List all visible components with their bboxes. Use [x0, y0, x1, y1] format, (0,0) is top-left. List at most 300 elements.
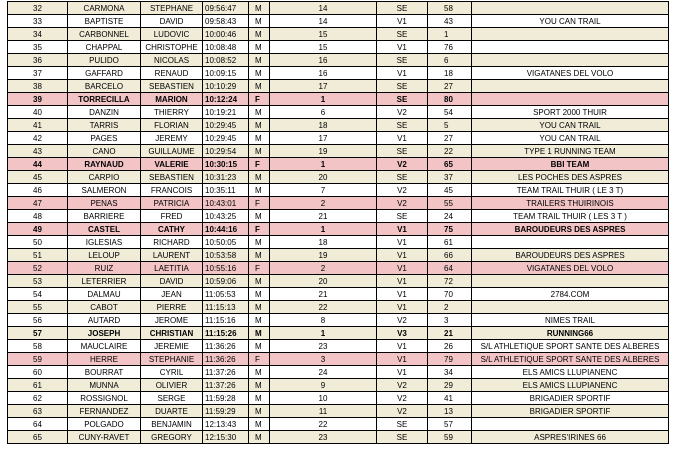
category-cell: V1: [377, 275, 428, 288]
category-cell: V1: [377, 236, 428, 249]
table-row: [8, 54, 669, 67]
rank-cell: 64: [8, 418, 68, 431]
category-cell: SE: [377, 171, 428, 184]
category-cell: V2: [377, 392, 428, 405]
table-row: [8, 275, 669, 288]
first-name-cell: BENJAMIN: [141, 418, 203, 431]
club-cell: [472, 41, 669, 54]
time-cell: 09:56:47: [203, 2, 249, 15]
rank-cell: 52: [8, 262, 68, 275]
category-rank-cell: 21: [428, 327, 472, 340]
table-row: [8, 93, 669, 106]
category-rank-cell: 29: [428, 379, 472, 392]
first-name-cell: SERGE: [141, 392, 203, 405]
club-cell: LES POCHES DES ASPRES: [472, 171, 669, 184]
club-cell: [472, 418, 669, 431]
club-cell: [472, 301, 669, 314]
club-cell: YOU CAN TRAIL: [472, 132, 669, 145]
rank-cell: 57: [8, 327, 68, 340]
club-cell: YOU CAN TRAIL: [472, 119, 669, 132]
last-name-cell: HERRE: [68, 353, 141, 366]
category-rank-cell: 75: [428, 223, 472, 236]
sex-rank-cell: 7: [270, 184, 377, 197]
category-cell: V1: [377, 301, 428, 314]
sex-rank-cell: 9: [270, 379, 377, 392]
time-cell: 11:59:29: [203, 405, 249, 418]
sex-cell: M: [249, 431, 270, 444]
table-row: [8, 327, 669, 340]
sex-rank-cell: 24: [270, 366, 377, 379]
category-rank-cell: 34: [428, 366, 472, 379]
last-name-cell: MUNNA: [68, 379, 141, 392]
time-cell: 10:30:15: [203, 158, 249, 171]
first-name-cell: LUDOVIC: [141, 28, 203, 41]
table-row: [8, 314, 669, 327]
time-cell: 12:15:30: [203, 431, 249, 444]
first-name-cell: MARION: [141, 93, 203, 106]
category-cell: V3: [377, 327, 428, 340]
club-cell: BRIGADIER SPORTIF: [472, 392, 669, 405]
last-name-cell: JOSEPH: [68, 327, 141, 340]
first-name-cell: DAVID: [141, 15, 203, 28]
sex-rank-cell: 1: [270, 158, 377, 171]
last-name-cell: BOURRAT: [68, 366, 141, 379]
last-name-cell: GAFFARD: [68, 67, 141, 80]
category-rank-cell: 58: [428, 2, 472, 15]
rank-cell: 40: [8, 106, 68, 119]
category-cell: SE: [377, 93, 428, 106]
category-rank-cell: 5: [428, 119, 472, 132]
category-cell: V1: [377, 249, 428, 262]
first-name-cell: PATRICIA: [141, 197, 203, 210]
club-cell: RUNNING66: [472, 327, 669, 340]
first-name-cell: SEBASTIEN: [141, 171, 203, 184]
last-name-cell: CARPIO: [68, 171, 141, 184]
sex-cell: M: [249, 418, 270, 431]
sex-cell: F: [249, 353, 270, 366]
category-rank-cell: 24: [428, 210, 472, 223]
table-row: [8, 158, 669, 171]
category-rank-cell: 80: [428, 93, 472, 106]
table-row: [8, 80, 669, 93]
rank-cell: 36: [8, 54, 68, 67]
category-rank-cell: 26: [428, 340, 472, 353]
results-table-body: [8, 2, 669, 444]
last-name-cell: PULIDO: [68, 54, 141, 67]
category-rank-cell: 59: [428, 431, 472, 444]
table-row: [8, 301, 669, 314]
first-name-cell: THIERRY: [141, 106, 203, 119]
first-name-cell: OLIVIER: [141, 379, 203, 392]
rank-cell: 47: [8, 197, 68, 210]
category-cell: SE: [377, 2, 428, 15]
category-cell: V1: [377, 15, 428, 28]
sex-cell: M: [249, 288, 270, 301]
sex-cell: F: [249, 223, 270, 236]
category-cell: V2: [377, 158, 428, 171]
rank-cell: 38: [8, 80, 68, 93]
category-rank-cell: 66: [428, 249, 472, 262]
club-cell: [472, 236, 669, 249]
time-cell: 11:37:26: [203, 366, 249, 379]
club-cell: [472, 80, 669, 93]
last-name-cell: CARBONNEL: [68, 28, 141, 41]
first-name-cell: CHRISTOPHE: [141, 41, 203, 54]
sex-cell: M: [249, 145, 270, 158]
table-row: [8, 171, 669, 184]
last-name-cell: PENAS: [68, 197, 141, 210]
last-name-cell: POLGADO: [68, 418, 141, 431]
sex-rank-cell: 18: [270, 119, 377, 132]
rank-cell: 58: [8, 340, 68, 353]
time-cell: 10:08:48: [203, 41, 249, 54]
rank-cell: 44: [8, 158, 68, 171]
last-name-cell: BARCELO: [68, 80, 141, 93]
last-name-cell: TARRIS: [68, 119, 141, 132]
category-rank-cell: 18: [428, 67, 472, 80]
category-cell: V2: [377, 314, 428, 327]
category-cell: V1: [377, 67, 428, 80]
table-row: [8, 366, 669, 379]
category-cell: V2: [377, 197, 428, 210]
category-cell: SE: [377, 145, 428, 158]
category-cell: V2: [377, 405, 428, 418]
last-name-cell: FERNANDEZ: [68, 405, 141, 418]
time-cell: 10:55:16: [203, 262, 249, 275]
table-row: [8, 28, 669, 41]
sex-rank-cell: 19: [270, 249, 377, 262]
category-rank-cell: 27: [428, 80, 472, 93]
last-name-cell: CHAPPAL: [68, 41, 141, 54]
sex-rank-cell: 21: [270, 288, 377, 301]
first-name-cell: GUILLAUME: [141, 145, 203, 158]
category-rank-cell: 45: [428, 184, 472, 197]
category-cell: SE: [377, 210, 428, 223]
sex-cell: M: [249, 171, 270, 184]
sex-rank-cell: 16: [270, 54, 377, 67]
last-name-cell: DANZIN: [68, 106, 141, 119]
sex-rank-cell: 22: [270, 301, 377, 314]
sex-rank-cell: 20: [270, 171, 377, 184]
rank-cell: 32: [8, 2, 68, 15]
first-name-cell: FRED: [141, 210, 203, 223]
category-rank-cell: 55: [428, 197, 472, 210]
category-cell: V2: [377, 184, 428, 197]
category-rank-cell: 1: [428, 28, 472, 41]
last-name-cell: CANO: [68, 145, 141, 158]
last-name-cell: RUIZ: [68, 262, 141, 275]
time-cell: 10:43:25: [203, 210, 249, 223]
category-rank-cell: 27: [428, 132, 472, 145]
category-cell: SE: [377, 431, 428, 444]
category-cell: SE: [377, 28, 428, 41]
sex-rank-cell: 15: [270, 28, 377, 41]
category-rank-cell: 3: [428, 314, 472, 327]
category-rank-cell: 13: [428, 405, 472, 418]
first-name-cell: DUARTE: [141, 405, 203, 418]
last-name-cell: RAYNAUD: [68, 158, 141, 171]
category-cell: V1: [377, 366, 428, 379]
time-cell: 11:37:26: [203, 379, 249, 392]
club-cell: NIMES TRAIL: [472, 314, 669, 327]
category-rank-cell: 2: [428, 301, 472, 314]
sex-cell: M: [249, 119, 270, 132]
first-name-cell: VALERIE: [141, 158, 203, 171]
club-cell: [472, 54, 669, 67]
category-rank-cell: 22: [428, 145, 472, 158]
category-cell: V1: [377, 41, 428, 54]
first-name-cell: JEREMY: [141, 132, 203, 145]
sex-cell: M: [249, 54, 270, 67]
table-row: [8, 106, 669, 119]
table-row: [8, 418, 669, 431]
sex-cell: M: [249, 249, 270, 262]
sex-cell: M: [249, 41, 270, 54]
category-rank-cell: 61: [428, 236, 472, 249]
time-cell: 10:12:24: [203, 93, 249, 106]
category-cell: V2: [377, 379, 428, 392]
rank-cell: 37: [8, 67, 68, 80]
sex-rank-cell: 14: [270, 15, 377, 28]
category-rank-cell: 76: [428, 41, 472, 54]
sex-cell: M: [249, 275, 270, 288]
table-row: [8, 67, 669, 80]
rank-cell: 33: [8, 15, 68, 28]
last-name-cell: BAPTISTE: [68, 15, 141, 28]
rank-cell: 63: [8, 405, 68, 418]
category-rank-cell: 6: [428, 54, 472, 67]
category-rank-cell: 79: [428, 353, 472, 366]
last-name-cell: ROSSIGNOL: [68, 392, 141, 405]
time-cell: 10:44:16: [203, 223, 249, 236]
sex-cell: M: [249, 28, 270, 41]
sex-rank-cell: 8: [270, 314, 377, 327]
rank-cell: 49: [8, 223, 68, 236]
club-cell: TYPE 1 RUNNING TEAM: [472, 145, 669, 158]
first-name-cell: JEROME: [141, 314, 203, 327]
sex-cell: M: [249, 210, 270, 223]
rank-cell: 60: [8, 366, 68, 379]
rank-cell: 41: [8, 119, 68, 132]
club-cell: TEAM TRAIL THUIR ( LE 3 T): [472, 184, 669, 197]
sex-rank-cell: 17: [270, 132, 377, 145]
first-name-cell: RICHARD: [141, 236, 203, 249]
club-cell: [472, 2, 669, 15]
first-name-cell: FLORIAN: [141, 119, 203, 132]
club-cell: TEAM TRAIL THUIR ( LES 3 T ): [472, 210, 669, 223]
sex-rank-cell: 2: [270, 197, 377, 210]
category-cell: V2: [377, 106, 428, 119]
club-cell: BBI TEAM: [472, 158, 669, 171]
rank-cell: 51: [8, 249, 68, 262]
table-row: [8, 2, 669, 15]
sex-rank-cell: 15: [270, 41, 377, 54]
table-row: [8, 197, 669, 210]
rank-cell: 42: [8, 132, 68, 145]
time-cell: 10:09:15: [203, 67, 249, 80]
club-cell: ASPRES'IRINES 66: [472, 431, 669, 444]
club-cell: [472, 275, 669, 288]
last-name-cell: LELOUP: [68, 249, 141, 262]
time-cell: 10:43:01: [203, 197, 249, 210]
table-row: [8, 379, 669, 392]
table-row: [8, 132, 669, 145]
sex-rank-cell: 2: [270, 262, 377, 275]
table-row: [8, 392, 669, 405]
category-rank-cell: 57: [428, 418, 472, 431]
time-cell: 11:15:26: [203, 327, 249, 340]
sex-cell: M: [249, 301, 270, 314]
sex-cell: M: [249, 15, 270, 28]
club-cell: BAROUDEURS DES ASPRES: [472, 223, 669, 236]
rank-cell: 56: [8, 314, 68, 327]
sex-cell: M: [249, 366, 270, 379]
time-cell: 10:31:23: [203, 171, 249, 184]
rank-cell: 45: [8, 171, 68, 184]
last-name-cell: CABOT: [68, 301, 141, 314]
table-row: [8, 15, 669, 28]
sex-rank-cell: 1: [270, 223, 377, 236]
club-cell: BRIGADIER SPORTIF: [472, 405, 669, 418]
category-rank-cell: 54: [428, 106, 472, 119]
time-cell: 11:59:28: [203, 392, 249, 405]
time-cell: 10:59:06: [203, 275, 249, 288]
results-table: [7, 1, 669, 444]
time-cell: 09:58:43: [203, 15, 249, 28]
table-row: [8, 210, 669, 223]
sex-rank-cell: 1: [270, 93, 377, 106]
rank-cell: 35: [8, 41, 68, 54]
sex-rank-cell: 16: [270, 67, 377, 80]
sex-cell: M: [249, 80, 270, 93]
last-name-cell: DALMAU: [68, 288, 141, 301]
time-cell: 11:05:53: [203, 288, 249, 301]
table-row: [8, 223, 669, 236]
rank-cell: 59: [8, 353, 68, 366]
sex-rank-cell: 14: [270, 2, 377, 15]
category-cell: SE: [377, 119, 428, 132]
category-rank-cell: 43: [428, 15, 472, 28]
time-cell: 10:19:21: [203, 106, 249, 119]
sex-rank-cell: 6: [270, 106, 377, 119]
time-cell: 10:10:29: [203, 80, 249, 93]
category-rank-cell: 37: [428, 171, 472, 184]
first-name-cell: CATHY: [141, 223, 203, 236]
last-name-cell: CASTEL: [68, 223, 141, 236]
table-row: [8, 431, 669, 444]
sex-cell: M: [249, 67, 270, 80]
category-rank-cell: 64: [428, 262, 472, 275]
sex-cell: F: [249, 93, 270, 106]
rank-cell: 61: [8, 379, 68, 392]
sex-cell: F: [249, 262, 270, 275]
sex-rank-cell: 19: [270, 145, 377, 158]
sex-rank-cell: 22: [270, 418, 377, 431]
rank-cell: 54: [8, 288, 68, 301]
sex-cell: M: [249, 314, 270, 327]
club-cell: ELS AMICS LLUPIANENC: [472, 366, 669, 379]
club-cell: S/L ATHLETIQUE SPORT SANTE DES ALBERES: [472, 353, 669, 366]
time-cell: 10:00:46: [203, 28, 249, 41]
club-cell: VIGATANES DEL VOLO: [472, 67, 669, 80]
sex-rank-cell: 21: [270, 210, 377, 223]
sex-rank-cell: 18: [270, 236, 377, 249]
category-cell: SE: [377, 54, 428, 67]
first-name-cell: SEBASTIEN: [141, 80, 203, 93]
sex-rank-cell: 23: [270, 340, 377, 353]
rank-cell: 48: [8, 210, 68, 223]
club-cell: 2784.COM: [472, 288, 669, 301]
rank-cell: 43: [8, 145, 68, 158]
sex-cell: M: [249, 340, 270, 353]
time-cell: 10:50:05: [203, 236, 249, 249]
table-row: [8, 236, 669, 249]
category-rank-cell: 41: [428, 392, 472, 405]
time-cell: 11:15:16: [203, 314, 249, 327]
time-cell: 10:29:54: [203, 145, 249, 158]
table-row: [8, 119, 669, 132]
table-row: [8, 262, 669, 275]
table-row: [8, 184, 669, 197]
last-name-cell: CARMONA: [68, 2, 141, 15]
club-cell: ELS AMICS LLUPIANENC: [472, 379, 669, 392]
time-cell: 10:08:52: [203, 54, 249, 67]
rank-cell: 39: [8, 93, 68, 106]
club-cell: BAROUDEURS DES ASPRES: [472, 249, 669, 262]
time-cell: 10:53:58: [203, 249, 249, 262]
first-name-cell: STEPHANIE: [141, 353, 203, 366]
first-name-cell: LAURENT: [141, 249, 203, 262]
first-name-cell: JEREMIE: [141, 340, 203, 353]
sex-cell: M: [249, 236, 270, 249]
table-row: [8, 353, 669, 366]
sex-cell: M: [249, 327, 270, 340]
club-cell: SPORT 2000 THUIR: [472, 106, 669, 119]
table-row: [8, 405, 669, 418]
last-name-cell: BARRIERE: [68, 210, 141, 223]
category-cell: V1: [377, 340, 428, 353]
last-name-cell: LETERRIER: [68, 275, 141, 288]
sex-rank-cell: 17: [270, 80, 377, 93]
sex-cell: M: [249, 106, 270, 119]
time-cell: 11:15:13: [203, 301, 249, 314]
club-cell: VIGATANES DEL VOLO: [472, 262, 669, 275]
first-name-cell: DAVID: [141, 275, 203, 288]
first-name-cell: LAETITIA: [141, 262, 203, 275]
category-rank-cell: 70: [428, 288, 472, 301]
time-cell: 10:29:45: [203, 119, 249, 132]
sex-rank-cell: 10: [270, 392, 377, 405]
sex-rank-cell: 23: [270, 431, 377, 444]
time-cell: 11:36:26: [203, 353, 249, 366]
last-name-cell: MAUCLAIRE: [68, 340, 141, 353]
table-row: [8, 288, 669, 301]
rank-cell: 53: [8, 275, 68, 288]
sex-cell: M: [249, 392, 270, 405]
table-row: [8, 249, 669, 262]
club-cell: [472, 28, 669, 41]
time-cell: 12:13:43: [203, 418, 249, 431]
first-name-cell: JEAN: [141, 288, 203, 301]
first-name-cell: FRANCOIS: [141, 184, 203, 197]
category-cell: V1: [377, 262, 428, 275]
category-cell: V1: [377, 132, 428, 145]
sex-cell: F: [249, 197, 270, 210]
rank-cell: 65: [8, 431, 68, 444]
last-name-cell: AUTARD: [68, 314, 141, 327]
club-cell: YOU CAN TRAIL: [472, 15, 669, 28]
rank-cell: 55: [8, 301, 68, 314]
